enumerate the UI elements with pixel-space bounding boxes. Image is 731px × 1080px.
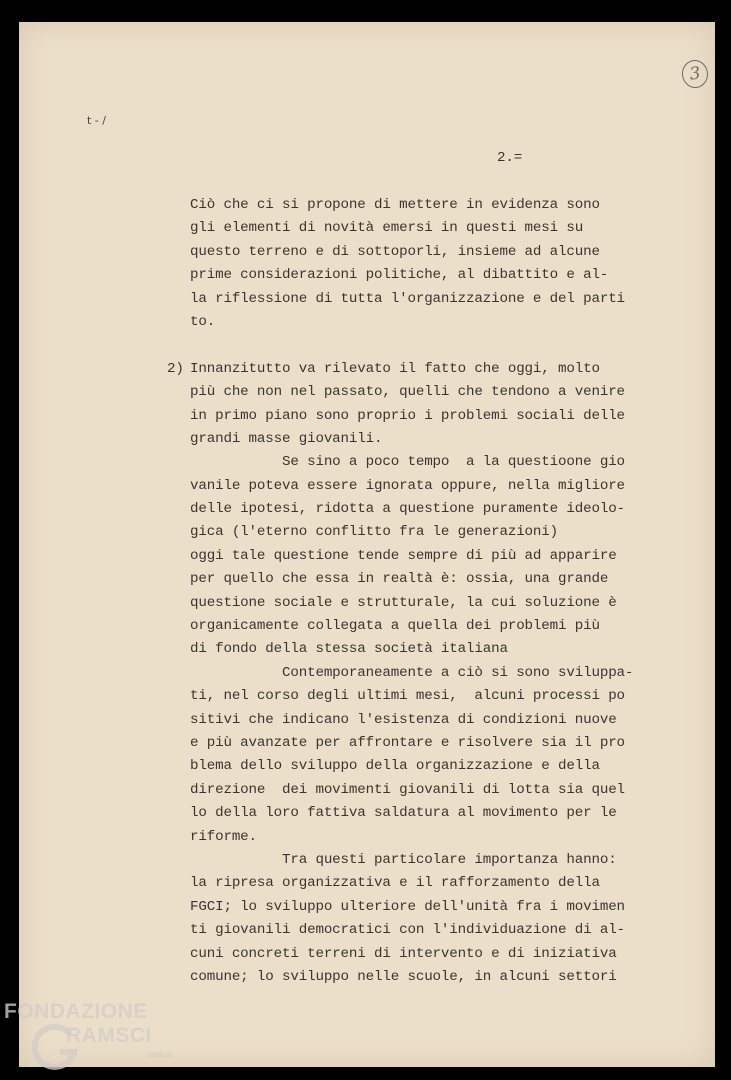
line-text: Innanzitutto va rilevato il fatto che oggi, molto [190,360,600,377]
watermark-line-2: RAMSCI [66,1024,152,1047]
line-text: gli elementi di novità emersi in questi mesi su [190,220,584,237]
page-number: 2.= [497,150,523,166]
line-text: oggi tale questione tende sempre di più ad apparire [190,547,617,564]
line-text: grandi masse giovanili. [190,430,383,447]
line-text: ti giovanili democratici con l'individuazione di al- [190,922,625,939]
line-text: questione sociale e strutturale, la cui soluzione è [190,594,617,611]
line-text: ti, nel corso degli ultimi mesi, alcuni processi po [190,688,625,705]
line-text: e più avanzate per affrontare e risolvere sia il pro [190,734,625,751]
line-text: direzione dei movimenti giovanili di lotta sia quel [190,781,625,798]
line-text: gica (l'eterno conflitto fra le generazioni) [190,524,559,541]
line-text: sitivi che indicano l'esistenza di condizioni nuove [190,711,617,728]
line-text: vanile poteva essere ignorata oppure, nella migliore [190,477,625,494]
line-text: la ripresa organizzativa e il rafforzamento della [190,875,600,892]
line-text: questo terreno e di sottoporli, insieme ad alcune [190,243,600,260]
line-text: delle ipotesi, ridotta a questione puramente ideolo- [190,501,625,518]
watermark-line-3: onlus [148,1050,172,1061]
line-text: Contemporaneamente a ciò si sono sviluppa- [190,664,634,681]
line-text: lo della loro fattiva saldatura al movimento per le [190,805,617,822]
line-text: in primo piano sono proprio i problemi sociali delle [190,407,625,424]
watermark-line-1: FONDAZIONE [4,1000,148,1023]
line-text: di fondo della stessa società italiana [190,641,508,658]
line-text: per quello che essa in realtà è: ossia, una grande [190,571,609,588]
line-text: comune; lo sviluppo nelle scuole, in alcuni settori [190,968,617,985]
line-text: blema dello sviluppo della organizzazione e della [190,758,600,775]
line-text: la riflessione di tutta l'organizzazione e del parti [190,290,625,307]
line-text: Se sino a poco tempo a la questioone gio [190,454,625,471]
line-text: Ciò che ci si propone di mettere in evidenza sono [190,197,600,213]
line-text: cuni concreti terreni di intervento e di iniziativa [190,945,617,962]
line-text: organicamente collegata a quella dei problemi più [190,618,600,635]
line-text: FGCI; lo sviluppo ulteriore dell'unità fra i movimen [190,898,625,915]
document-page [19,22,715,1067]
archive-page-mark: 3 [680,58,710,89]
line-text: riforme. [190,828,257,845]
line-text: to. [190,313,216,330]
stray-ink-mark: t - / [87,114,106,127]
line-text: più che non nel passato, quelli che tendono a venire [190,384,625,401]
line-text: prime considerazioni politiche, al dibattito e al- [190,267,609,284]
section-number: 2) [167,360,184,377]
line-text: Tra questi particolare importanza hanno: [190,851,617,868]
